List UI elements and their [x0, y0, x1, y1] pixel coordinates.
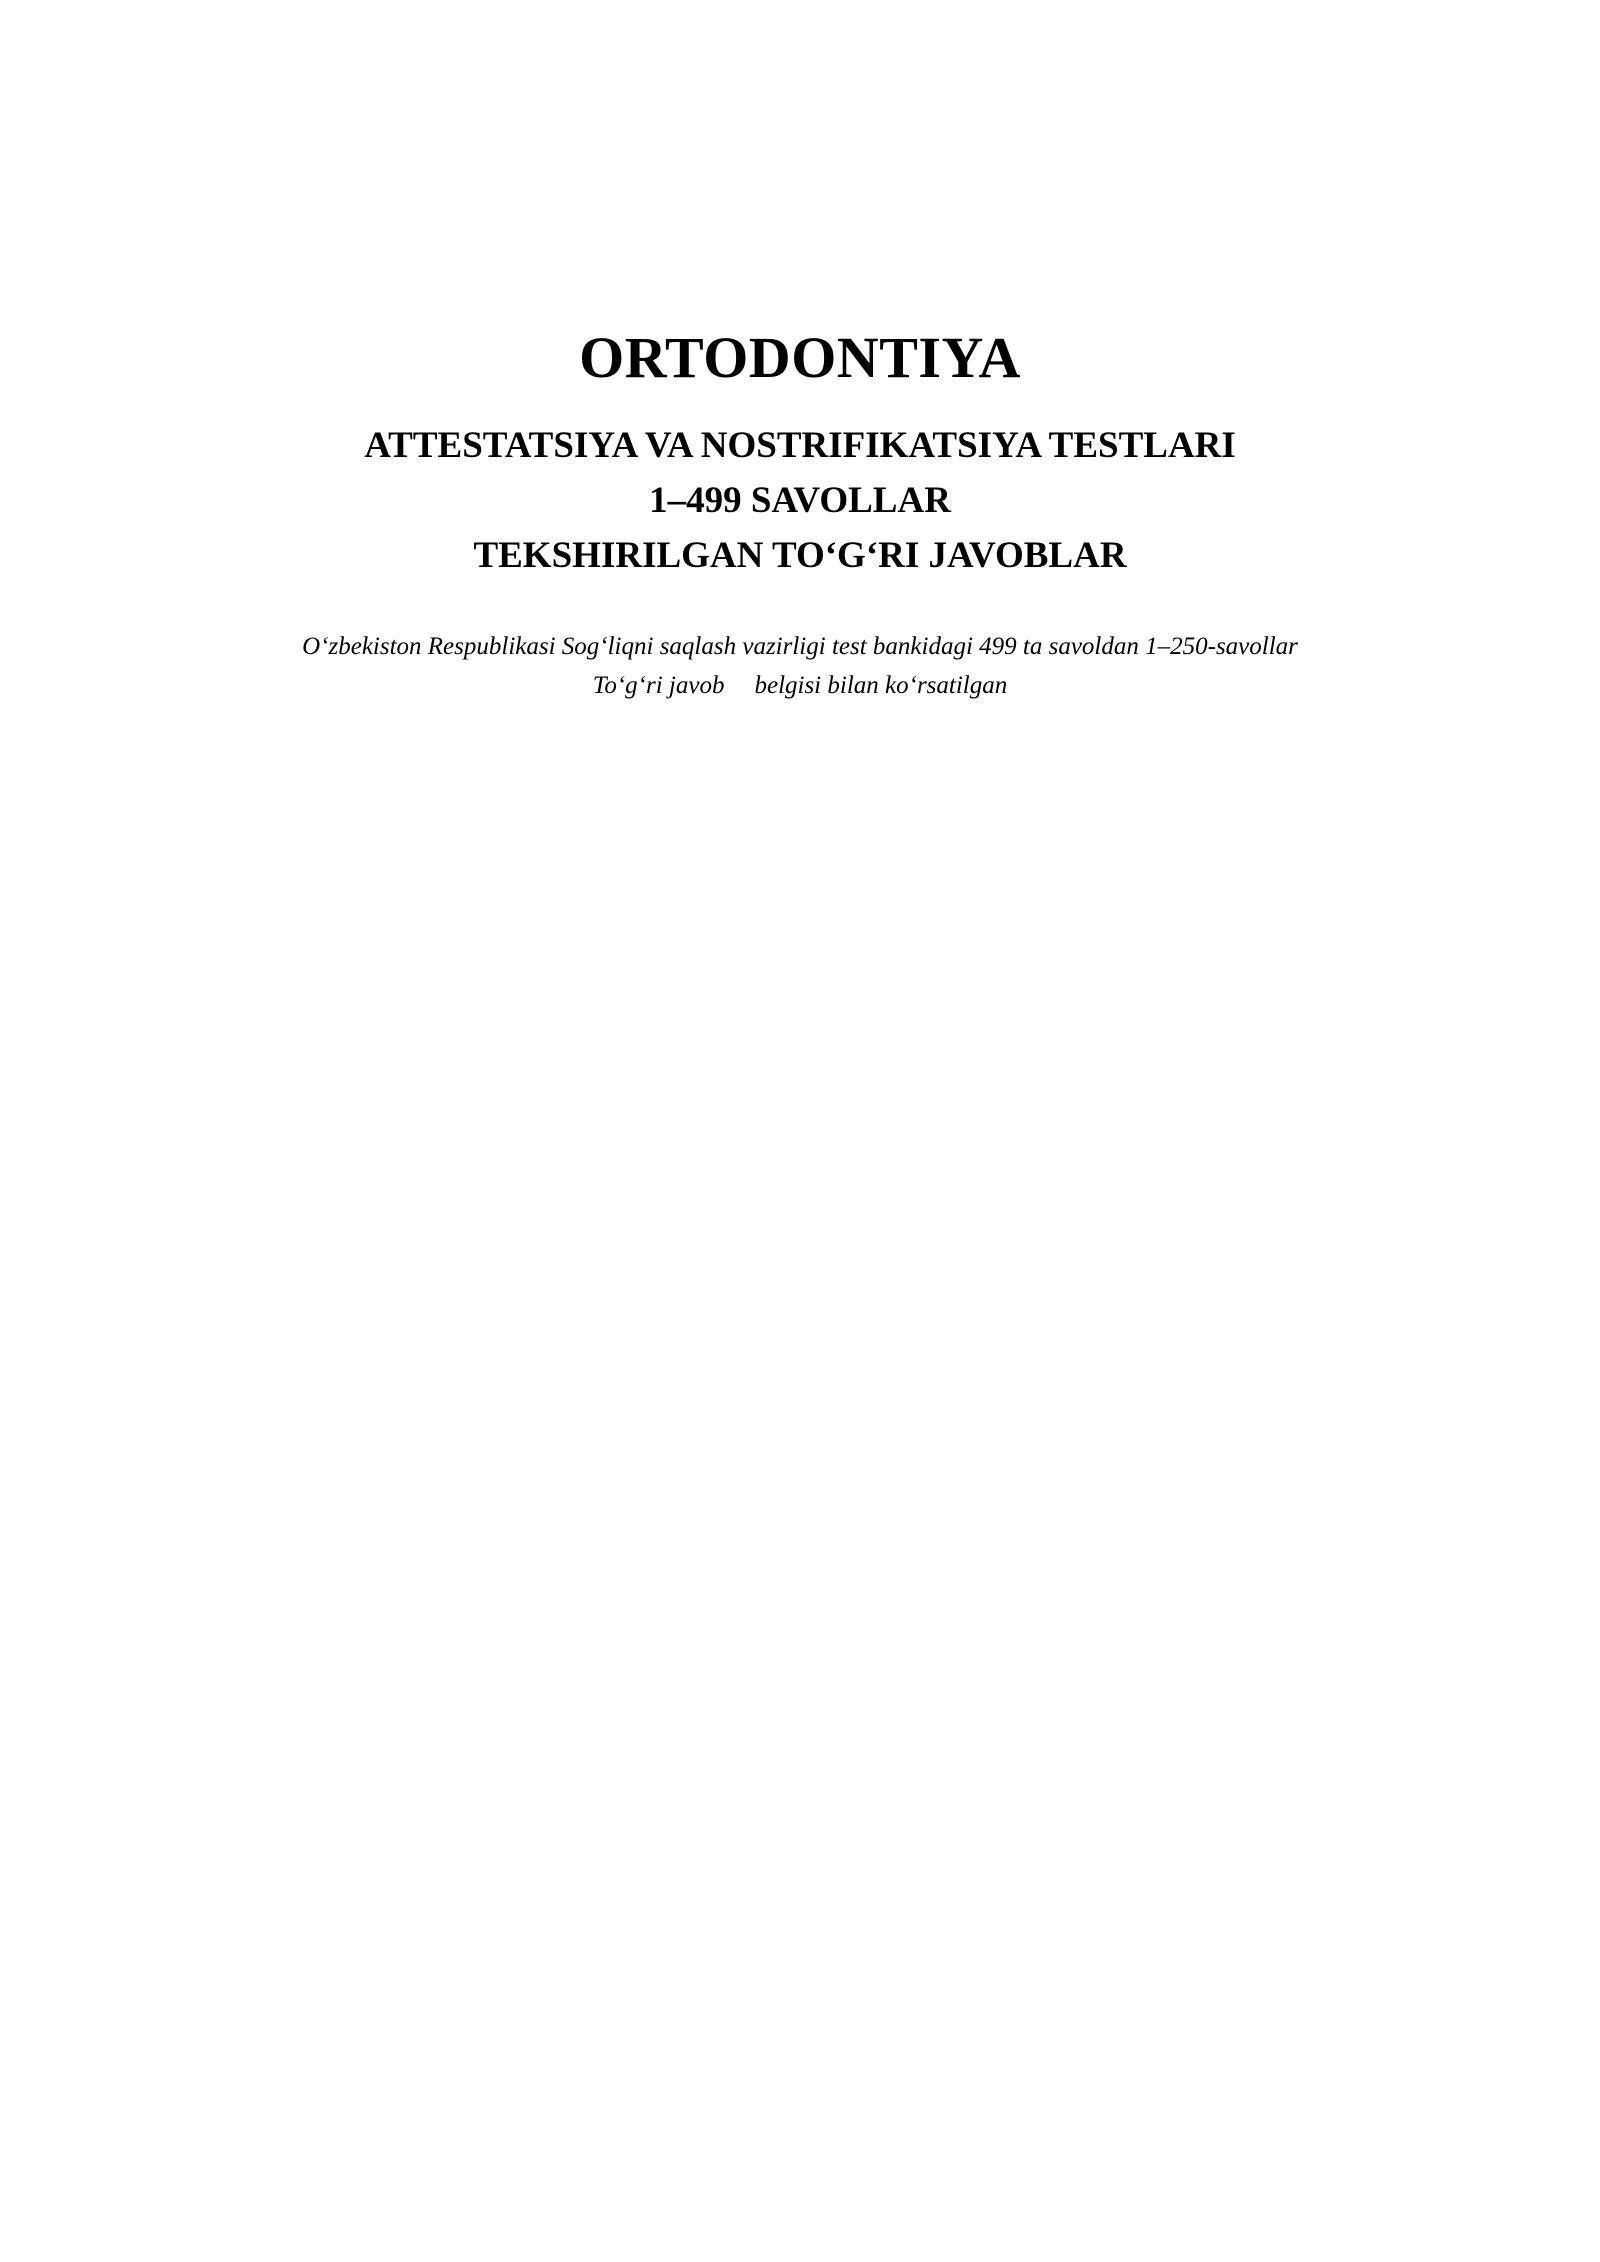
- legend-note-end: belgisi bilan ko‘rsatilgan: [754, 672, 1008, 699]
- subtitle-line-1: ATTESTATSIYA VA NOSTRIFIKATSIYA TESTLARI: [364, 425, 1236, 466]
- legend-note-start: To‘g‘ri javob: [592, 672, 725, 699]
- subtitle-line-3: TEKSHIRILGAN TO‘G‘RI JAVOBLAR: [473, 535, 1127, 576]
- subtitle-group: [0, 418, 1600, 583]
- note-group: [0, 627, 1600, 705]
- legend-note: [0, 666, 1600, 705]
- source-note: O‘zbekiston Respublikasi Sog‘liqni saqlash vazirligi test bankidagi 499 ta savoldan 1–250-savollar: [302, 633, 1298, 660]
- subtitle-line-2: 1–499 SAVOLLAR: [649, 480, 951, 521]
- document-title: ORTODONTIYA: [579, 325, 1021, 390]
- title-block: [0, 318, 1600, 705]
